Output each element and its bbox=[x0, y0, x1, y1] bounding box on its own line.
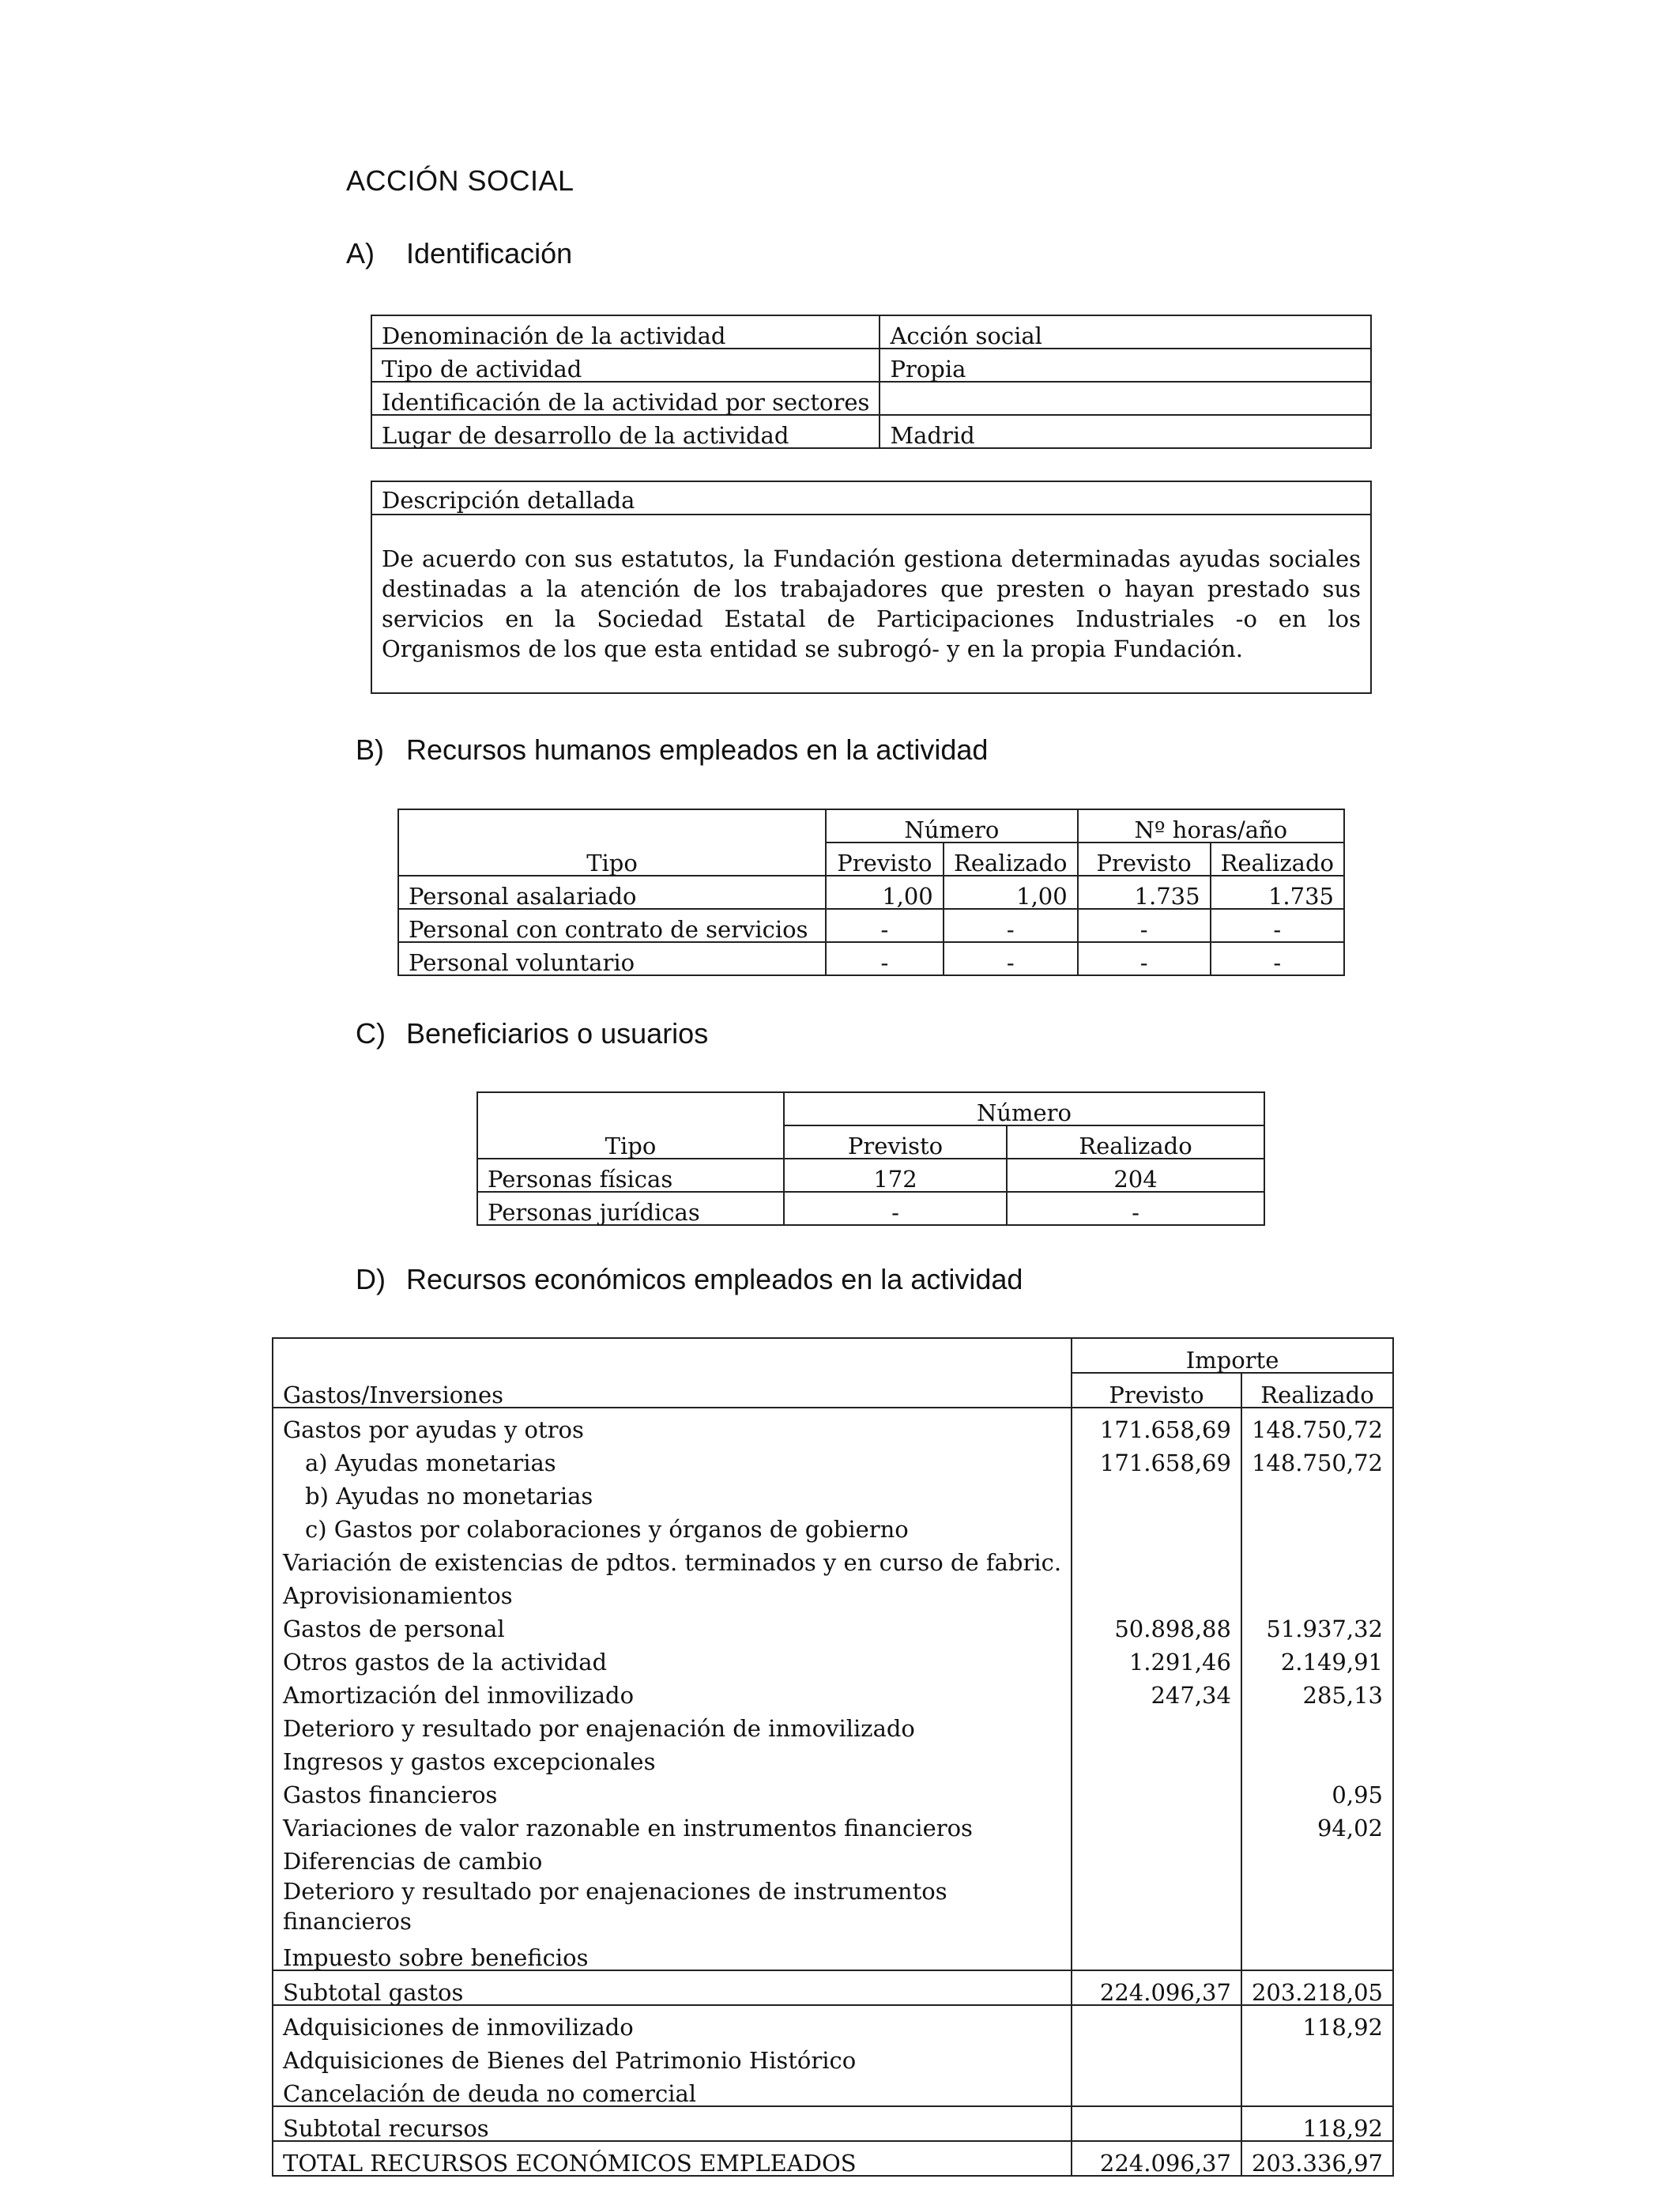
concepto: Gastos de personal bbox=[273, 1608, 1072, 1641]
concepto: Adquisiciones de Bienes del Patrimonio Histórico bbox=[273, 2039, 1072, 2072]
subtotal-gastos-label: Subtotal gastos bbox=[273, 1970, 1072, 2005]
previsto bbox=[1072, 1508, 1241, 1541]
total-realizado: 203.336,97 bbox=[1241, 2141, 1393, 2176]
section-a-letter: A) bbox=[346, 237, 375, 270]
realizado: 2.149,91 bbox=[1241, 1641, 1393, 1674]
previsto bbox=[1072, 1936, 1241, 1970]
concepto: Ingresos y gastos excepcionales bbox=[273, 1740, 1072, 1774]
row-label: Lugar de desarrollo de la actividad bbox=[371, 415, 880, 448]
concepto: Gastos financieros bbox=[273, 1774, 1072, 1807]
subtotal-gastos-row bbox=[273, 1970, 1393, 2005]
realizado: 94,02 bbox=[1241, 1807, 1393, 1840]
previsto: 247,34 bbox=[1072, 1674, 1241, 1707]
previsto bbox=[1072, 1707, 1241, 1740]
table-header-row bbox=[273, 1338, 1393, 1373]
realizado: 51.937,32 bbox=[1241, 1608, 1393, 1641]
table-row bbox=[273, 1873, 1393, 1936]
tipo: Personas jurídicas bbox=[477, 1192, 784, 1225]
realizado bbox=[1241, 2039, 1393, 2072]
previsto bbox=[1072, 1740, 1241, 1774]
concepto: Diferencias de cambio bbox=[273, 1840, 1072, 1873]
sub-realizado: Realizado bbox=[1241, 1373, 1393, 1408]
description-box bbox=[371, 481, 1372, 694]
table-row bbox=[273, 1442, 1393, 1475]
group-horas: Nº horas/año bbox=[1078, 809, 1344, 843]
horas-realizado: - bbox=[1211, 942, 1344, 975]
group-numero: Número bbox=[784, 1092, 1264, 1125]
concepto: Impuesto sobre beneficios bbox=[273, 1936, 1072, 1970]
num-previsto: - bbox=[826, 909, 944, 942]
concepto: Aprovisionamientos bbox=[273, 1574, 1072, 1608]
realizado bbox=[1241, 1541, 1393, 1574]
section-a-title: Identificación bbox=[406, 237, 573, 270]
total-row bbox=[273, 2141, 1393, 2176]
section-c-title: Beneficiarios o usuarios bbox=[406, 1017, 709, 1050]
description-body: De acuerdo con sus estatutos, la Fundación gestiona determinadas ayudas sociales destinadas a la atención de los trabajadores que presten o hayan prestado sus servicios en la Sociedad Estatal de Participaciones Industriales -o en los Organismos de los que esta entidad se subrogó- y en la propia Fundación. bbox=[382, 545, 1361, 662]
table-row bbox=[273, 1475, 1393, 1508]
realizado: 0,95 bbox=[1241, 1774, 1393, 1807]
section-b-heading bbox=[356, 733, 988, 767]
row-label: Denominación de la actividad bbox=[371, 315, 880, 349]
previsto: 50.898,88 bbox=[1072, 1608, 1241, 1641]
table-header-row bbox=[398, 809, 1344, 843]
identification-table bbox=[371, 315, 1372, 449]
num-realizado: - bbox=[944, 942, 1078, 975]
concepto: Variación de existencias de pdtos. terminados y en curso de fabric. bbox=[273, 1541, 1072, 1574]
realizado bbox=[1241, 1936, 1393, 1970]
realizado bbox=[1241, 1475, 1393, 1508]
subtotal-gastos-realizado: 203.218,05 bbox=[1241, 1970, 1393, 2005]
section-d-letter: D) bbox=[356, 1263, 386, 1295]
previsto bbox=[1072, 1774, 1241, 1807]
subtotal-recursos-previsto bbox=[1072, 2106, 1241, 2141]
table-row bbox=[398, 942, 1344, 975]
previsto bbox=[1072, 2039, 1241, 2072]
beneficiaries-table bbox=[477, 1091, 1265, 1226]
concepto: Deterioro y resultado por enajenaciones de instrumentos financieros bbox=[273, 1873, 1072, 1936]
table-row bbox=[273, 1608, 1393, 1641]
col-tipo: Tipo bbox=[477, 1092, 784, 1159]
total-previsto: 224.096,37 bbox=[1072, 2141, 1241, 2176]
table-row bbox=[273, 2039, 1393, 2072]
realizado bbox=[1241, 1508, 1393, 1541]
table-row bbox=[477, 1192, 1264, 1225]
tipo: Personal con contrato de servicios bbox=[398, 909, 826, 942]
table-row bbox=[273, 1408, 1393, 1442]
col-gastos: Gastos/Inversiones bbox=[273, 1338, 1072, 1408]
table-row bbox=[273, 1508, 1393, 1541]
previsto: 172 bbox=[784, 1159, 1007, 1192]
previsto bbox=[1072, 1840, 1241, 1873]
concepto: Deterioro y resultado por enajenación de inmovilizado bbox=[273, 1707, 1072, 1740]
page-title: ACCIÓN SOCIAL bbox=[346, 164, 574, 197]
sub-realizado: Realizado bbox=[1007, 1125, 1264, 1159]
sub-previsto: Previsto bbox=[826, 843, 944, 876]
horas-previsto: - bbox=[1078, 942, 1211, 975]
table-row bbox=[273, 1840, 1393, 1873]
subtotal-gastos-previsto: 224.096,37 bbox=[1072, 1970, 1241, 2005]
realizado: 118,92 bbox=[1241, 2005, 1393, 2039]
row-value bbox=[880, 382, 1371, 415]
realizado: 204 bbox=[1007, 1159, 1264, 1192]
table-row bbox=[371, 349, 1371, 382]
previsto: - bbox=[784, 1192, 1007, 1225]
realizado bbox=[1241, 1574, 1393, 1608]
row-value: Propia bbox=[880, 349, 1371, 382]
realizado: 285,13 bbox=[1241, 1674, 1393, 1707]
previsto bbox=[1072, 1574, 1241, 1608]
concepto: Amortización del inmovilizado bbox=[273, 1674, 1072, 1707]
realizado bbox=[1241, 1873, 1393, 1936]
num-realizado: - bbox=[944, 909, 1078, 942]
previsto bbox=[1072, 2072, 1241, 2106]
concepto: Adquisiciones de inmovilizado bbox=[273, 2005, 1072, 2039]
horas-realizado: - bbox=[1211, 909, 1344, 942]
horas-realizado: 1.735 bbox=[1211, 876, 1344, 909]
sub-realizado: Realizado bbox=[944, 843, 1078, 876]
table-row bbox=[273, 1641, 1393, 1674]
table-row bbox=[273, 1707, 1393, 1740]
concepto: a) Ayudas monetarias bbox=[273, 1442, 1072, 1475]
section-d-heading bbox=[356, 1263, 1023, 1296]
economic-resources-table bbox=[272, 1337, 1394, 2177]
section-b-letter: B) bbox=[356, 733, 384, 766]
horas-previsto: 1.735 bbox=[1078, 876, 1211, 909]
row-value: Acción social bbox=[880, 315, 1371, 349]
group-numero: Número bbox=[826, 809, 1078, 843]
concepto: Cancelación de deuda no comercial bbox=[273, 2072, 1072, 2106]
concepto: Gastos por ayudas y otros bbox=[273, 1408, 1072, 1442]
previsto bbox=[1072, 1807, 1241, 1840]
table-row bbox=[273, 1674, 1393, 1707]
concepto: Variaciones de valor razonable en instrumentos financieros bbox=[273, 1807, 1072, 1840]
concepto: b) Ayudas no monetarias bbox=[273, 1475, 1072, 1508]
table-row bbox=[273, 2005, 1393, 2039]
subtotal-recursos-label: Subtotal recursos bbox=[273, 2106, 1072, 2141]
sub-previsto: Previsto bbox=[1078, 843, 1211, 876]
previsto bbox=[1072, 1541, 1241, 1574]
realizado: 148.750,72 bbox=[1241, 1408, 1393, 1442]
subtotal-recursos-realizado: 118,92 bbox=[1241, 2106, 1393, 2141]
human-resources-table bbox=[397, 809, 1345, 976]
table-row bbox=[273, 1574, 1393, 1608]
table-row bbox=[371, 315, 1371, 349]
sub-realizado: Realizado bbox=[1211, 843, 1344, 876]
table-row bbox=[398, 876, 1344, 909]
row-value: Madrid bbox=[880, 415, 1371, 448]
sub-previsto: Previsto bbox=[1072, 1373, 1241, 1408]
section-c-heading bbox=[356, 1017, 708, 1050]
tipo: Personal asalariado bbox=[398, 876, 826, 909]
realizado bbox=[1241, 1707, 1393, 1740]
table-row bbox=[398, 909, 1344, 942]
section-d-title: Recursos económicos empleados en la actividad bbox=[406, 1263, 1023, 1295]
group-importe: Importe bbox=[1072, 1338, 1393, 1373]
section-a-heading bbox=[346, 237, 572, 270]
table-row bbox=[273, 1936, 1393, 1970]
previsto bbox=[1072, 1475, 1241, 1508]
num-realizado: 1,00 bbox=[944, 876, 1078, 909]
horas-previsto: - bbox=[1078, 909, 1211, 942]
concepto: c) Gastos por colaboraciones y órganos de gobierno bbox=[273, 1508, 1072, 1541]
sub-previsto: Previsto bbox=[784, 1125, 1007, 1159]
table-row bbox=[273, 1740, 1393, 1774]
previsto: 171.658,69 bbox=[1072, 1408, 1241, 1442]
realizado bbox=[1241, 1740, 1393, 1774]
realizado: 148.750,72 bbox=[1241, 1442, 1393, 1475]
table-row bbox=[273, 2072, 1393, 2106]
concepto: Otros gastos de la actividad bbox=[273, 1641, 1072, 1674]
realizado bbox=[1241, 1840, 1393, 1873]
previsto bbox=[1072, 1873, 1241, 1936]
table-row bbox=[273, 1541, 1393, 1574]
section-c-letter: C) bbox=[356, 1017, 386, 1050]
previsto: 1.291,46 bbox=[1072, 1641, 1241, 1674]
num-previsto: 1,00 bbox=[826, 876, 944, 909]
previsto bbox=[1072, 2005, 1241, 2039]
table-row bbox=[273, 1807, 1393, 1840]
row-label: Tipo de actividad bbox=[371, 349, 880, 382]
realizado bbox=[1241, 2072, 1393, 2106]
table-row bbox=[371, 415, 1371, 448]
section-b-title: Recursos humanos empleados en la actividad bbox=[406, 733, 989, 766]
col-tipo: Tipo bbox=[398, 809, 826, 876]
subtotal-recursos-row bbox=[273, 2106, 1393, 2141]
description-header: Descripción detallada bbox=[372, 482, 1370, 515]
table-row bbox=[273, 1774, 1393, 1807]
num-previsto: - bbox=[826, 942, 944, 975]
tipo: Personas físicas bbox=[477, 1159, 784, 1192]
table-header-row bbox=[477, 1092, 1264, 1125]
tipo: Personal voluntario bbox=[398, 942, 826, 975]
row-label: Identificación de la actividad por sectores bbox=[371, 382, 880, 415]
total-label: TOTAL RECURSOS ECONÓMICOS EMPLEADOS bbox=[273, 2141, 1072, 2176]
previsto: 171.658,69 bbox=[1072, 1442, 1241, 1475]
table-row bbox=[477, 1159, 1264, 1192]
realizado: - bbox=[1007, 1192, 1264, 1225]
table-row bbox=[371, 382, 1371, 415]
